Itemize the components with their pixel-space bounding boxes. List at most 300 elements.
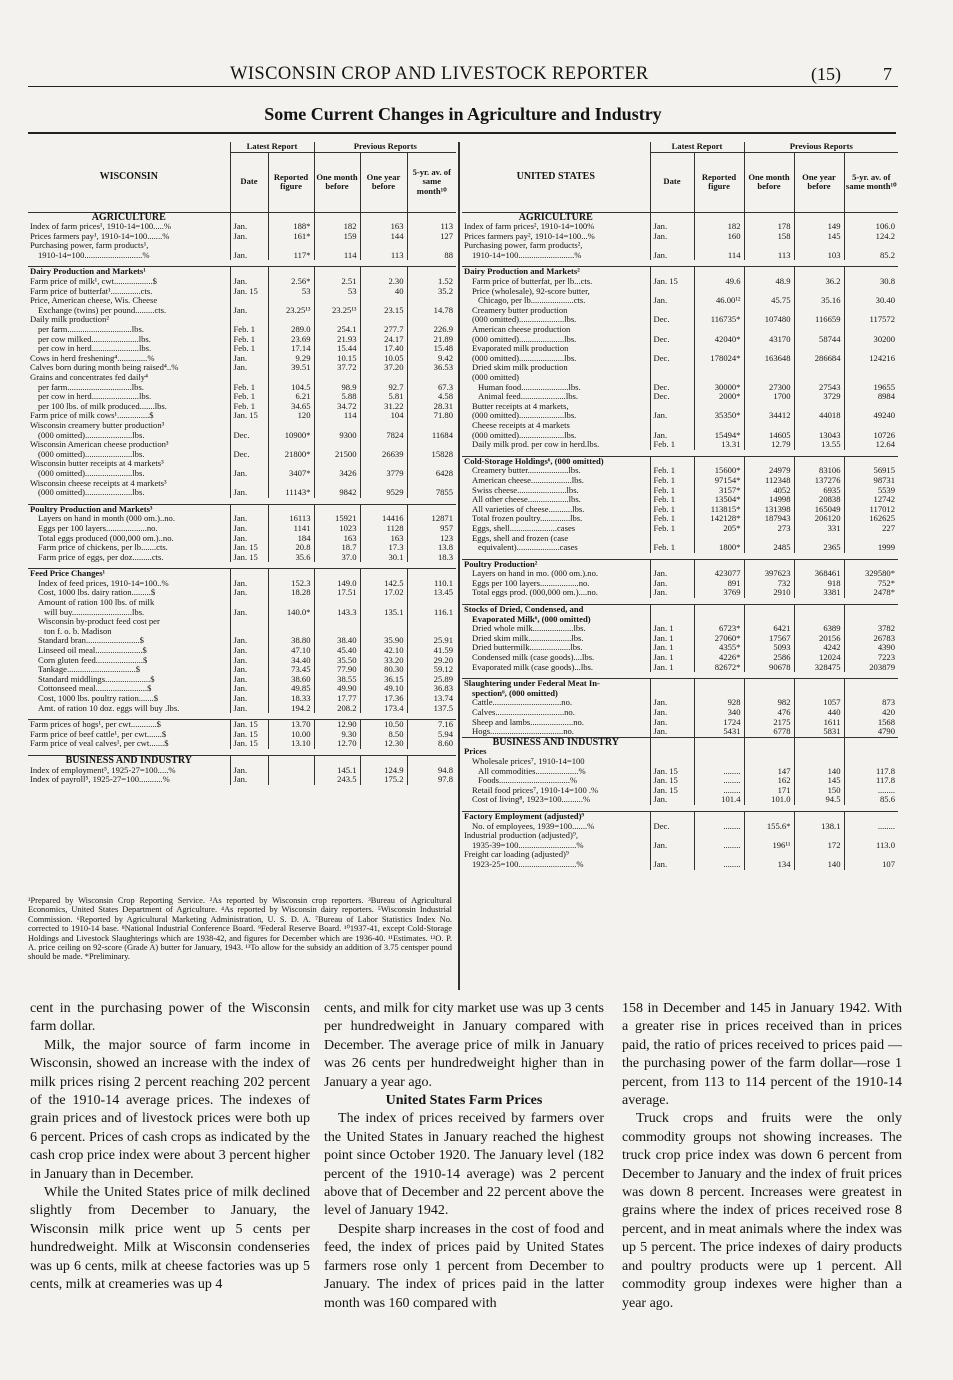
table-row	[28, 608, 456, 618]
row-label: Farm price of veal calves¹, per cwt.......$	[30, 739, 169, 749]
table-row	[462, 795, 898, 805]
cell-reported	[268, 766, 314, 776]
cell-five-year-average: 117.8	[844, 767, 898, 777]
cell-year-before: 26639	[360, 450, 407, 460]
cell-five-year-average	[407, 504, 456, 514]
cell-year-before: 92.7	[360, 383, 407, 393]
cell-date: Jan.	[230, 222, 268, 232]
cell-five-year-average	[407, 241, 456, 251]
cell-date: Dec.	[650, 315, 694, 325]
row-label: Daily milk prod. per cow in herd.lbs.	[472, 440, 600, 450]
cell-date: Jan. 1	[650, 624, 694, 634]
cell-month-before	[314, 504, 360, 514]
cell-month-before	[314, 598, 360, 608]
table-row	[462, 605, 898, 615]
cell-date	[650, 421, 694, 431]
cell-year-before: 149	[794, 222, 844, 232]
table-row	[462, 251, 898, 261]
cell-month-before	[314, 373, 360, 383]
cell-month-before	[744, 287, 794, 297]
table-row	[462, 232, 898, 242]
cell-date: Feb. 1	[650, 514, 694, 524]
cell-date: Jan.	[650, 841, 694, 851]
row-label: per cow in herd......................lbs.	[38, 392, 152, 402]
cell-year-before: 113	[360, 251, 407, 261]
cell-month-before: 10.15	[314, 354, 360, 364]
cell-month-before	[744, 737, 794, 747]
table-row	[462, 634, 898, 644]
table-row	[462, 296, 898, 306]
cell-year-before: 165049	[794, 505, 844, 515]
cell-year-before	[794, 534, 844, 544]
cell-month-before: 196¹¹	[744, 841, 794, 851]
cell-year-before: 286684	[794, 354, 844, 364]
cell-year-before	[794, 421, 844, 431]
subsection-heading: Slaughtering under Federal Meat In-	[462, 679, 650, 689]
cell-five-year-average: 1568	[844, 718, 898, 728]
table-row	[462, 524, 898, 534]
row-label: Eggs, shell and frozen (case	[472, 533, 569, 543]
cell-five-year-average: 12871	[407, 514, 456, 524]
cell-date: Jan. 15	[650, 277, 694, 287]
row-label: Index of feed prices, 1910-14=100..%	[38, 578, 169, 588]
cell-year-before: 20156	[794, 634, 844, 644]
row-label: Chicago, per lb....................cts.	[478, 296, 586, 306]
cell-five-year-average	[407, 440, 456, 450]
cell-month-before	[744, 605, 794, 615]
cell-date: Jan.	[230, 656, 268, 666]
cell-date: Jan. 15	[230, 730, 268, 740]
cell-month-before	[314, 421, 360, 431]
row-label: No. of employees, 1939=100.......%	[472, 821, 595, 831]
article-paragraph: Milk, the major source of farm income in Wisconsin, showed an increase with the index of milk prices rising 2 percent reaching 202 percent of the 1910-14 average prices. The indexes of grain prices and of livestock prices were both up 6 percent. Prices of cash crops as indicated by the cash crop price index were about 3 percent higher in January than in December.	[30, 1037, 310, 1182]
table-row	[28, 579, 456, 589]
cell-date: Jan.	[650, 698, 694, 708]
row-label: equivalent)....................cases	[478, 543, 578, 553]
cell-five-year-average: 137.5	[407, 704, 456, 714]
cell-month-before: 1023	[314, 524, 360, 534]
table-row	[462, 431, 898, 441]
row-label: Farm price of milk¹, cwt..................$	[30, 277, 157, 287]
cell-year-before: 35.16	[794, 296, 844, 306]
cell-reported: 289.0	[268, 325, 314, 335]
cell-year-before: 33.20	[360, 656, 407, 666]
subsection-heading: Poultry Production and Markets³	[28, 504, 230, 514]
cell-five-year-average: 85.6	[844, 795, 898, 805]
cell-date	[230, 755, 268, 765]
cell-year-before: 135.1	[360, 608, 407, 618]
cell-month-before: 1700	[744, 392, 794, 402]
row-label: Evaporated milk production	[472, 344, 569, 354]
cell-year-before: 331	[794, 524, 844, 534]
cell-year-before: 440	[794, 708, 844, 718]
cell-five-year-average: 11684	[407, 431, 456, 441]
cell-five-year-average	[844, 212, 898, 222]
table-row	[462, 466, 898, 476]
table-row	[462, 679, 898, 689]
cell-date: Jan. 1	[650, 663, 694, 673]
table-row	[28, 739, 456, 749]
table-row	[28, 675, 456, 685]
cell-reported: ........	[694, 776, 744, 786]
cell-month-before	[314, 617, 360, 627]
row-label: Industrial production (adjusted)⁹,	[464, 831, 578, 841]
cell-date	[650, 850, 694, 860]
table-row	[462, 534, 898, 544]
table-row	[462, 747, 898, 757]
article-column-3	[622, 1000, 902, 1313]
cell-month-before	[744, 757, 794, 767]
row-label: Wisconsin creamery butter production³	[30, 420, 165, 430]
cell-year-before: 103	[794, 251, 844, 261]
header-latest-report: Latest Report	[650, 142, 744, 152]
row-label: Hogs..................................no.	[472, 727, 574, 737]
table-row	[462, 569, 898, 579]
table-row	[28, 431, 456, 441]
row-label: Exchange (twins) per pound.........cts.	[38, 305, 167, 315]
cell-five-year-average: 117012	[844, 505, 898, 515]
cell-reported: 205*	[694, 524, 744, 534]
cell-date	[650, 212, 694, 222]
cell-date: Jan.	[650, 251, 694, 261]
table-row	[28, 617, 456, 627]
subsection-heading: Stocks of Dried, Condensed, and	[462, 605, 650, 615]
row-label: American cheese production	[472, 325, 571, 335]
table-row	[28, 775, 456, 785]
cell-month-before: 49.90	[314, 684, 360, 694]
cell-year-before: 104	[360, 411, 407, 421]
cell-year-before: 7824	[360, 431, 407, 441]
table-row	[462, 767, 898, 777]
cell-year-before	[794, 344, 844, 354]
row-label: Calves born during month being raised⁴..%	[30, 363, 179, 373]
row-label: American cheese...................lbs.	[472, 475, 584, 485]
header-date: Date	[230, 152, 268, 212]
cell-date: Jan.	[230, 232, 268, 242]
cell-year-before	[794, 850, 844, 860]
row-label: (000 omitted).....................lbs.	[472, 430, 577, 440]
cell-date: Jan.	[650, 860, 694, 870]
cell-date: Jan.	[230, 775, 268, 785]
cell-date: Feb. 1	[230, 383, 268, 393]
cell-date: Dec.	[650, 354, 694, 364]
table-row	[462, 456, 898, 466]
cell-five-year-average: 25.91	[407, 636, 456, 646]
table-row	[462, 514, 898, 524]
cell-date	[650, 757, 694, 767]
table-row	[462, 267, 898, 277]
cell-month-before: 14998	[744, 495, 794, 505]
cell-year-before: 8.50	[360, 730, 407, 740]
row-label: 1910-14=100...........................%	[38, 250, 150, 260]
cell-reported	[268, 212, 314, 222]
article-paragraph: Truck crops and fruits were the only commodity groups not showing increases. The truck crop price index was down 6 percent from December to January and the index of fruit prices was down 8 percent. Increases were greatest in grains where the index of prices received rose 8 percent, and in meat animals where the index was up 5 percent. The price indexes of dairy products and poultry products were up 1 percent. All commodity group indexes were higher than a year ago.	[622, 1111, 902, 1311]
table-row	[28, 704, 456, 714]
cell-month-before: 21500	[314, 450, 360, 460]
cell-year-before	[360, 617, 407, 627]
table-row	[462, 325, 898, 335]
cell-date	[230, 440, 268, 450]
cell-date	[230, 241, 268, 251]
cell-month-before	[744, 373, 794, 383]
cell-five-year-average	[407, 373, 456, 383]
table-row	[28, 459, 456, 469]
cell-reported	[268, 617, 314, 627]
cell-year-before: 1057	[794, 698, 844, 708]
wisconsin-table	[28, 142, 456, 785]
cell-year-before: 5831	[794, 727, 844, 737]
row-label: Dried whole milk...................lbs.	[472, 624, 586, 634]
cell-date: Feb. 1	[650, 476, 694, 486]
table-corner-label: UNITED STATES	[462, 142, 650, 212]
cell-month-before	[314, 241, 360, 251]
cell-five-year-average: 36.83	[407, 684, 456, 694]
cell-reported: 184	[268, 534, 314, 544]
cell-reported: 34.65	[268, 402, 314, 412]
cell-reported: 140.0*	[268, 608, 314, 618]
cell-year-before: 36.15	[360, 675, 407, 685]
cell-five-year-average: 71.80	[407, 411, 456, 421]
cell-month-before	[744, 850, 794, 860]
cell-five-year-average: 59.12	[407, 665, 456, 675]
cell-month-before: 112348	[744, 476, 794, 486]
cell-month-before	[744, 747, 794, 757]
cell-month-before: 273	[744, 524, 794, 534]
cell-reported	[694, 615, 744, 625]
cell-year-before: 12.30	[360, 739, 407, 749]
row-label: Swiss cheese.......................lbs.	[472, 485, 579, 495]
cell-year-before: 20838	[794, 495, 844, 505]
table-row	[28, 344, 456, 354]
row-label: (000 omitted).....................lbs.	[472, 411, 577, 421]
table-row	[462, 811, 898, 821]
article-column-1	[30, 1000, 310, 1295]
cell-reported: 23.69	[268, 335, 314, 345]
cell-year-before: 31.22	[360, 402, 407, 412]
cell-reported: 101.4	[694, 795, 744, 805]
cell-five-year-average: 21.89	[407, 335, 456, 345]
cell-month-before: 6421	[744, 624, 794, 634]
header-one-month-before: One month before	[314, 152, 360, 212]
cell-reported: 21800*	[268, 450, 314, 460]
cell-date: Jan.	[230, 363, 268, 373]
cell-month-before: 23.25¹³	[314, 306, 360, 316]
cell-five-year-average: ........	[844, 786, 898, 796]
row-label: Index of payroll⁵, 1925-27=100...........%	[30, 775, 170, 785]
title-rule	[28, 132, 896, 134]
cell-date: Feb. 1	[230, 325, 268, 335]
header-reported-figure: Reported figure	[268, 152, 314, 212]
cell-month-before: 12.90	[314, 720, 360, 730]
cell-year-before: 42.10	[360, 646, 407, 656]
cell-reported: 152.3	[268, 579, 314, 589]
cell-reported: 38.60	[268, 675, 314, 685]
row-label: All other cheese...................lbs.	[472, 495, 581, 505]
cell-reported	[694, 831, 744, 841]
cell-year-before: 24.17	[360, 335, 407, 345]
cell-date: Jan.	[650, 232, 694, 242]
row-label: Linseed oil meal......................$	[38, 646, 147, 656]
cell-month-before: 38.40	[314, 636, 360, 646]
cell-month-before: 397623	[744, 569, 794, 579]
section-heading: AGRICULTURE	[91, 212, 166, 223]
cell-five-year-average	[844, 325, 898, 335]
table-row	[462, 421, 898, 431]
cell-month-before: 45.75	[744, 296, 794, 306]
cell-reported: 35.6	[268, 553, 314, 563]
cell-month-before: 2.51	[314, 277, 360, 287]
row-label: Purchasing power, farm products²,	[464, 241, 583, 251]
row-label: Retail food prices⁷, 1910-14=100 .%	[472, 785, 599, 795]
cell-month-before	[314, 569, 360, 579]
cell-date	[650, 811, 694, 821]
table-row	[462, 354, 898, 364]
cell-date	[650, 402, 694, 412]
cell-year-before: 13.55	[794, 440, 844, 450]
row-label: Purchasing power, farm products¹,	[30, 241, 149, 251]
cell-reported: 194.2	[268, 704, 314, 714]
row-label: 1935-39=100...........................%	[472, 840, 584, 850]
cell-date: Jan.	[650, 579, 694, 589]
cell-month-before: 15.44	[314, 344, 360, 354]
cell-month-before	[744, 267, 794, 277]
row-label: Dried skim milk....................lbs.	[472, 633, 584, 643]
cell-date	[650, 456, 694, 466]
cell-date	[650, 534, 694, 544]
subsection-heading: Cold-Storage Holdings⁶, (000 omitted)	[462, 456, 650, 466]
cell-five-year-average: 14.78	[407, 306, 456, 316]
table-row	[462, 615, 898, 625]
cell-year-before	[794, 605, 844, 615]
cell-date	[230, 569, 268, 579]
header-date: Date	[650, 152, 694, 212]
footnotes: ¹Prepared by Wisconsin Crop Reporting Service. ²As reported by Wisconsin crop reporters. ³Bureau of Agricultural Economics, United States Department of Agriculture. ⁴As reported by Wisconsin dairy reporters. ⁵Wisconsin Industrial Commission. ⁶Reported by Agricultural Marketing Administration, U. S. D. A. ⁷Bureau of Labor Statistics Index No. corrected to 1910-14 base. ⁸National Industrial Conference Board. ⁹Federal Reserve Board. ¹⁰1937-41, except Cold-Storage Holdings and Livestock Slaughterings which are 1938-42, and figures for December which are 1936-40. ¹¹Estimates. ¹²O. P. A. price ceiling on 92-score (Grade A) butter for January, 1943. ¹³To allow for the subsidy an addition of 3.75 centsper pound should be made. *Preliminary.	[28, 896, 452, 962]
cell-five-year-average: 4390	[844, 643, 898, 653]
cell-five-year-average: 113	[407, 222, 456, 232]
cell-reported: 47.10	[268, 646, 314, 656]
cell-month-before	[744, 679, 794, 689]
cell-five-year-average	[844, 402, 898, 412]
cell-date: Jan.	[650, 588, 694, 598]
table-row	[462, 411, 898, 421]
row-label: Layers on hand in mo. (000 om.).no.	[472, 569, 599, 579]
cell-five-year-average: 117572	[844, 315, 898, 325]
cell-five-year-average	[407, 479, 456, 489]
cell-reported	[268, 241, 314, 251]
cell-month-before	[314, 479, 360, 489]
cell-reported	[694, 363, 744, 373]
cell-reported: 35350*	[694, 411, 744, 421]
cell-year-before	[794, 306, 844, 316]
row-label: Animal feed.....................lbs.	[478, 392, 579, 402]
issue-number: (15)	[811, 64, 841, 84]
cell-reported	[694, 559, 744, 569]
cell-reported: 3157*	[694, 486, 744, 496]
united-states-table	[462, 142, 898, 870]
cell-year-before: 44018	[794, 411, 844, 421]
cell-month-before: 107480	[744, 315, 794, 325]
cell-date	[650, 747, 694, 757]
row-label: Total frozen poultry..............lbs.	[472, 514, 583, 524]
cell-reported	[694, 287, 744, 297]
cell-date: Feb. 1	[650, 505, 694, 515]
cell-date: Jan.	[230, 488, 268, 498]
section-heading: AGRICULTURE	[518, 212, 593, 223]
cell-month-before	[314, 212, 360, 222]
row-label: Farm price of eggs, per doz.........cts.	[38, 552, 164, 562]
table-corner-label: WISCONSIN	[28, 142, 230, 212]
cell-date	[230, 212, 268, 222]
cell-reported: 117*	[268, 251, 314, 261]
cell-month-before: 159	[314, 232, 360, 242]
cell-five-year-average	[844, 747, 898, 757]
table-row	[462, 335, 898, 345]
cell-date	[650, 373, 694, 383]
cell-five-year-average: 116.1	[407, 608, 456, 618]
table-row	[462, 860, 898, 870]
cell-reported: 15494*	[694, 431, 744, 441]
cell-reported: 23.25¹³	[268, 306, 314, 316]
cell-date	[230, 267, 268, 277]
cell-year-before: 138.1	[794, 822, 844, 832]
table-row	[28, 267, 456, 277]
row-label: All varieties of cheese...........lbs.	[472, 504, 585, 514]
cell-reported: 113815*	[694, 505, 744, 515]
cell-month-before: 101.0	[744, 795, 794, 805]
table-row	[28, 694, 456, 704]
cell-reported: ........	[694, 822, 744, 832]
table-row	[462, 277, 898, 287]
cell-reported	[268, 479, 314, 489]
row-label: Creamery butter production	[472, 305, 568, 315]
cell-month-before: 9300	[314, 431, 360, 441]
cell-month-before: 14605	[744, 431, 794, 441]
cell-year-before: 6389	[794, 624, 844, 634]
row-label: Cost of living⁸, 1923=100..........%	[472, 795, 591, 805]
cell-five-year-average: 227	[844, 524, 898, 534]
cell-year-before: 1611	[794, 718, 844, 728]
table-row	[462, 663, 898, 673]
cell-year-before: 140	[794, 860, 844, 870]
cell-reported: ........	[694, 786, 744, 796]
cell-year-before: 140	[794, 767, 844, 777]
row-label: ton f. o. b. Madison	[44, 626, 112, 636]
cell-five-year-average	[844, 534, 898, 544]
table-row	[462, 486, 898, 496]
cell-date: Jan.	[230, 579, 268, 589]
cell-date	[650, 605, 694, 615]
table-row	[28, 287, 456, 297]
cell-five-year-average	[407, 617, 456, 627]
cell-five-year-average: 12742	[844, 495, 898, 505]
cell-month-before	[744, 689, 794, 699]
cell-month-before	[744, 344, 794, 354]
cell-year-before: 163	[360, 222, 407, 232]
cell-date: Dec.	[650, 822, 694, 832]
cell-month-before: 254.1	[314, 325, 360, 335]
cell-five-year-average: 36.53	[407, 363, 456, 373]
cell-reported: 114	[694, 251, 744, 261]
cell-date	[230, 479, 268, 489]
article-column-2	[324, 1000, 604, 1313]
cell-date: Jan.	[230, 469, 268, 479]
cell-five-year-average: 29.20	[407, 656, 456, 666]
cell-reported: 161*	[268, 232, 314, 242]
cell-five-year-average: 88	[407, 251, 456, 261]
cell-reported	[268, 440, 314, 450]
row-label: Wisconsin by-product feed cost per	[38, 617, 160, 627]
cell-five-year-average: 8.60	[407, 739, 456, 749]
